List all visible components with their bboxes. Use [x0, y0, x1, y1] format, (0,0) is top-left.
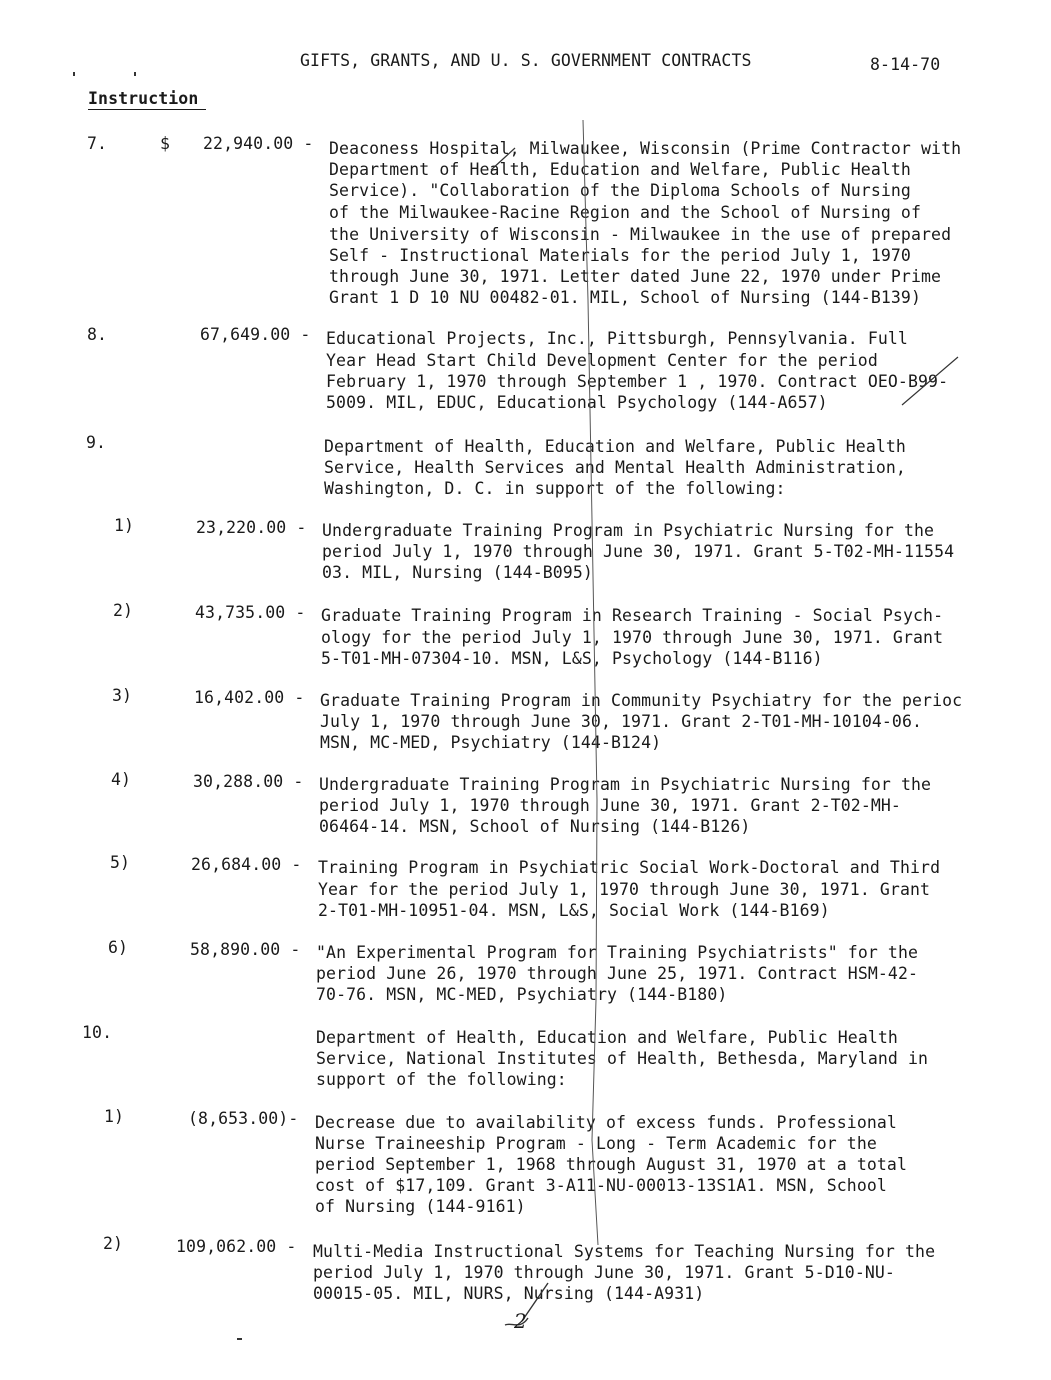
entry-amount: 22,940.00 - [203, 134, 314, 153]
entry-line: Department of Health, Education and Welfare, Public Health [329, 160, 911, 179]
entry-amount: 26,684.00 - [191, 855, 302, 874]
entry-number: 1) [104, 1107, 125, 1126]
section-heading: Instruction [88, 89, 199, 108]
entry-line: 00015-05. MIL, NURS, Nursing (144-A931) [313, 1284, 705, 1303]
entry-line: Year for the period July 1, 1970 through June 30, 1971. Grant [318, 880, 931, 899]
entry-line: Department of Health, Education and Welfare, Public Health [316, 1028, 898, 1047]
entry-number: 1) [114, 516, 135, 535]
entry-line: Multi-Media Instructional Systems for Teaching Nursing for the [313, 1242, 936, 1261]
check-mark [902, 357, 958, 405]
entry-line: 5009. MIL, EDUC, Educational Psychology (144-A657) [326, 393, 828, 412]
entry-line: ology for the period July 1, 1970 through June 30, 1971. Grant [321, 628, 944, 647]
entry-line: through June 30, 1971. Letter dated June 22, 1970 under Prime [329, 267, 942, 286]
entry-line: Decrease due to availability of excess funds. Professional [315, 1113, 897, 1132]
entry-number: 5) [110, 853, 131, 872]
dollar-sign: $ [160, 134, 171, 153]
check-mark [491, 148, 515, 170]
entry-amount: 16,402.00 - [194, 688, 305, 707]
page-date: 8-14-70 [870, 55, 941, 74]
pencil-line-mark [583, 120, 598, 1245]
entry-number: 4) [111, 770, 132, 789]
entry-line: Department of Health, Education and Welfare, Public Health [324, 437, 906, 456]
entry-number: 9. [86, 433, 107, 452]
entry-line: Undergraduate Training Program in Psychiatric Nursing for the [322, 521, 935, 540]
entry-line: Graduate Training Program in Research Training - Social Psych- [321, 606, 944, 625]
entry-line: period July 1, 1970 through June 30, 1971. Grant 5-T02-MH-11554 [322, 542, 955, 561]
speck-mark [237, 1338, 242, 1340]
entry-line: Service). "Collaboration of the Diploma Schools of Nursing [329, 181, 911, 200]
entry-line: Grant 1 D 10 NU 00482-01. MIL, School of Nursing (144-B139) [329, 288, 921, 307]
entry-amount: 67,649.00 - [200, 325, 311, 344]
entry-amount: 109,062.00 - [176, 1237, 297, 1256]
entry-line: period July 1, 1970 through June 30, 1971. Grant 5-D10-NU- [313, 1263, 895, 1282]
entry-line: Educational Projects, Inc., Pittsburgh, Pennsylvania. Full [326, 329, 908, 348]
entry-number: 7. [87, 134, 108, 153]
entry-line: of Nursing (144-9161) [315, 1197, 526, 1216]
entry-line: 70-76. MSN, MC-MED, Psychiatry (144-B180) [316, 985, 728, 1004]
entry-line: Graduate Training Program in Community Psychiatry for the perioc [320, 691, 963, 710]
entry-amount: (8,653.00)- [188, 1109, 299, 1128]
entry-line: Nurse Traineeship Program - Long - Term Academic for the [315, 1134, 877, 1153]
entry-line: Washington, D. C. in support of the following: [324, 479, 786, 498]
entry-line: 06464-14. MSN, School of Nursing (144-B126) [319, 817, 751, 836]
entry-number: 2) [113, 601, 134, 620]
entry-number: 3) [112, 686, 133, 705]
entry-number: 6) [108, 938, 129, 957]
entry-line: Year Head Start Child Development Center for the period [326, 351, 878, 370]
entry-line: of the Milwaukee-Racine Region and the School of Nursing of [329, 203, 921, 222]
entry-line: period September 1, 1968 through August 31, 1970 at a total [315, 1155, 907, 1174]
entry-number: 2) [103, 1234, 124, 1253]
entry-line: Deaconess Hospital, Milwaukee, Wisconsin (Prime Contractor with [329, 139, 962, 158]
entry-line: MSN, MC-MED, Psychiatry (144-B124) [320, 733, 662, 752]
entry-line: period June 26, 1970 through June 25, 1971. Contract HSM-42- [316, 964, 919, 983]
entry-amount: 23,220.00 - [196, 518, 307, 537]
handwritten-number: 2 [514, 1309, 527, 1333]
entry-number: 10. [82, 1023, 113, 1042]
entry-line: July 1, 1970 through June 30, 1971. Grant 2-T01-MH-10104-06. [320, 712, 923, 731]
entry-line: 2-T01-MH-10951-04. MSN, L&S, Social Work (144-B169) [318, 901, 830, 920]
entry-number: 8. [87, 325, 108, 344]
page-title: GIFTS, GRANTS, AND U. S. GOVERNMENT CONTRACTS [300, 51, 752, 70]
entry-line: cost of $17,109. Grant 3-A11-NU-00013-13S1A1. MSN, School [315, 1176, 887, 1195]
entry-line: Undergraduate Training Program in Psychiatric Nursing for the [319, 775, 932, 794]
entry-line: 03. MIL, Nursing (144-B095) [322, 563, 593, 582]
entry-amount: 43,735.00 - [195, 603, 306, 622]
entry-line: Training Program in Psychiatric Social Work-Doctoral and Third [318, 858, 941, 877]
entry-amount: 30,288.00 - [193, 772, 304, 791]
entry-line: Self - Instructional Materials for the period July 1, 1970 [329, 246, 911, 265]
entry-line: "An Experimental Program for Training Psychiatrists" for the [316, 943, 919, 962]
entry-line: Service, National Institutes of Health, Bethesda, Maryland in [316, 1049, 929, 1068]
entry-line: 5-T01-MH-07304-10. MSN, L&S, Psychology (144-B116) [321, 649, 823, 668]
entry-line: February 1, 1970 through September 1 , 1970. Contract OEO-B99- [326, 372, 949, 391]
entry-line: support of the following: [316, 1070, 567, 1089]
entry-line: the University of Wisconsin - Milwaukee in the use of prepared [329, 225, 952, 244]
entry-line: period July 1, 1970 through June 30, 1971. Grant 2-T02-MH- [319, 796, 901, 815]
entry-amount: 58,890.00 - [190, 940, 301, 959]
entry-line: Service, Health Services and Mental Health Administration, [324, 458, 906, 477]
